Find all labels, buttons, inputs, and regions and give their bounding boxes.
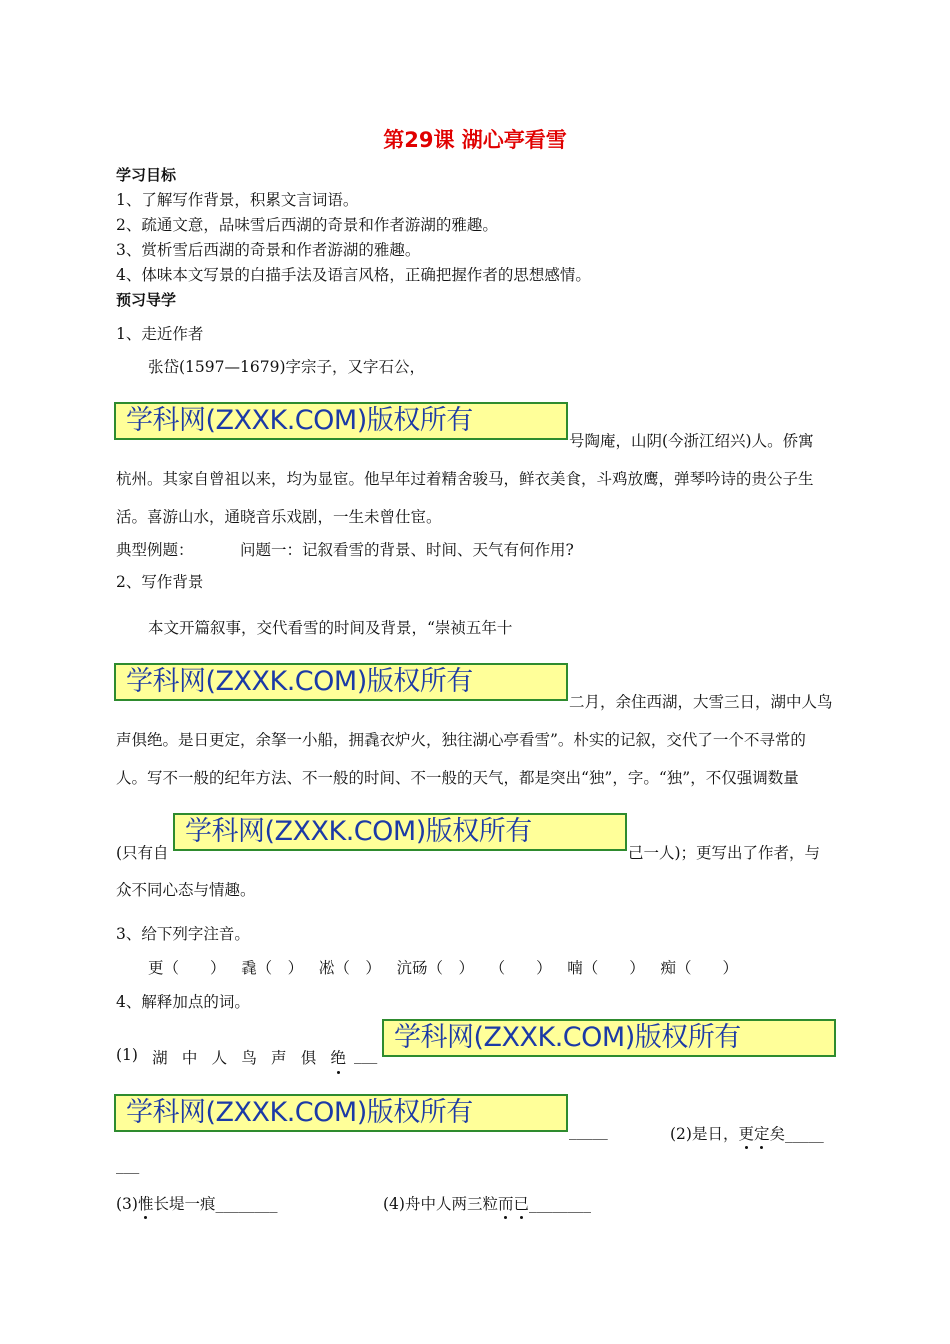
watermark-banner: 学科网(ZXXK.COM)版权所有 — [173, 813, 627, 851]
goal-item: 1、了解写作背景，积累文言词语。 — [116, 191, 359, 209]
background-cont: 二月，余住西湖，大雪三日，湖中人鸟 — [569, 693, 833, 711]
example-question: 问题一：记叙看雪的背景、时间、天气有何作用? — [240, 541, 574, 559]
question-4 — [383, 1192, 591, 1214]
question-number: (1) — [116, 1046, 138, 1064]
pinyin-item: 喃（ ） — [567, 959, 645, 977]
background-line-3: 人。写不一般的纪年方法、不一般的时间、不一般的天气，都是突出“独”，字。“独”，不仅强调数量 — [116, 769, 799, 787]
pinyin-item: 沆砀（ ） — [396, 959, 474, 977]
char: 鸟 — [241, 1049, 257, 1067]
question-1 — [116, 1046, 346, 1068]
question-2 — [670, 1122, 824, 1144]
author-cont: 号陶庵，山阴(今浙江绍兴)人。侨寓 — [569, 432, 814, 450]
question-text: 矣 — [769, 1125, 786, 1143]
dotted-char: 绝 — [330, 1046, 346, 1068]
watermark-banner: 学科网(ZXXK.COM)版权所有 — [114, 402, 568, 440]
answer-blank[interactable]: _____ — [569, 1122, 608, 1140]
dotted-char: 定 — [753, 1125, 770, 1143]
background-line-1: 本文开篇叙事，交代看雪的时间及背景，“崇祯五年十 — [148, 619, 513, 637]
section-pinyin-heading: 3、给下列字注音。 — [116, 925, 250, 943]
section-background-heading: 2、写作背景 — [116, 573, 204, 591]
answer-blank[interactable]: ________ — [215, 1195, 278, 1213]
dotted-char: 惟 — [137, 1195, 154, 1213]
answer-blank[interactable]: ________ — [529, 1195, 591, 1213]
char: 声 — [271, 1049, 287, 1067]
watermark-banner: 学科网(ZXXK.COM)版权所有 — [114, 1094, 568, 1132]
pinyin-item: 毳（ ） — [241, 959, 304, 977]
author-line: 张岱(1597—1679)字宗子，又字石公， — [148, 358, 425, 376]
background-line-2: 声俱绝。是日更定，余拏一小船，拥毳衣炉火，独往湖心亭看雪”。朴实的记叙，交代了一个不寻常的 — [116, 731, 806, 749]
watermark-banner: 学科网(ZXXK.COM)版权所有 — [114, 663, 568, 701]
goal-item: 2、疏通文意，品味雪后西湖的奇景和作者游湖的雅趣。 — [116, 216, 498, 234]
question-3 — [116, 1192, 278, 1214]
pinyin-item: 痴（ ） — [660, 959, 738, 977]
page-title: 第29课 湖心亭看雪 — [383, 128, 567, 152]
pinyin-item: （ ） — [489, 959, 552, 977]
char: 人 — [211, 1049, 228, 1067]
pinyin-item: 凇（ ） — [318, 959, 381, 977]
background-line-5: 众不同心态与情趣。 — [116, 881, 256, 899]
question-text: 长堤一痕 — [153, 1195, 216, 1213]
background-line-4b: 己一人)；更写出了作者，与 — [628, 844, 821, 862]
watermark-banner: 学科网(ZXXK.COM)版权所有 — [382, 1019, 836, 1057]
char: 湖 — [152, 1049, 168, 1067]
question-text: (2)是日， — [670, 1125, 739, 1143]
section-author-heading: 1、走近作者 — [116, 325, 204, 343]
goal-item: 3、赏析雪后西湖的奇景和作者游湖的雅趣。 — [116, 241, 421, 259]
goal-item: 4、体味本文写景的白描手法及语言风格，正确把握作者的思想感情。 — [116, 266, 591, 284]
example-label: 典型例题： — [116, 541, 194, 559]
dotted-char: 更 — [738, 1125, 754, 1143]
question-number: (3) — [116, 1195, 138, 1213]
author-line-3: 活。喜游山水，通晓音乐戏剧，一生未曾仕宦。 — [116, 508, 442, 526]
pinyin-row — [148, 956, 738, 978]
char: 俱 — [300, 1049, 317, 1067]
question-text: (4)舟中人两三粒 — [383, 1195, 498, 1213]
dotted-char: 而 — [497, 1195, 514, 1213]
pinyin-item: 更（ ） — [148, 959, 226, 977]
answer-blank[interactable]: _____ — [785, 1125, 824, 1143]
author-line-2: 杭州。其家自曾祖以来，均为显宦。他早年过着精舍骏马，鲜衣美食，斗鸡放鹰，弹琴吟诗的贵公子生 — [116, 470, 814, 488]
preview-heading: 预习导学 — [116, 291, 177, 309]
char: 中 — [181, 1049, 198, 1067]
answer-blank[interactable]: ___ — [116, 1156, 140, 1174]
answer-blank[interactable]: ___ — [354, 1046, 378, 1064]
section-explain-heading: 4、解释加点的词。 — [116, 993, 250, 1011]
background-line-4a: (只有自 — [116, 844, 169, 862]
goals-heading: 学习目标 — [116, 166, 177, 184]
dotted-char: 已 — [513, 1195, 529, 1213]
